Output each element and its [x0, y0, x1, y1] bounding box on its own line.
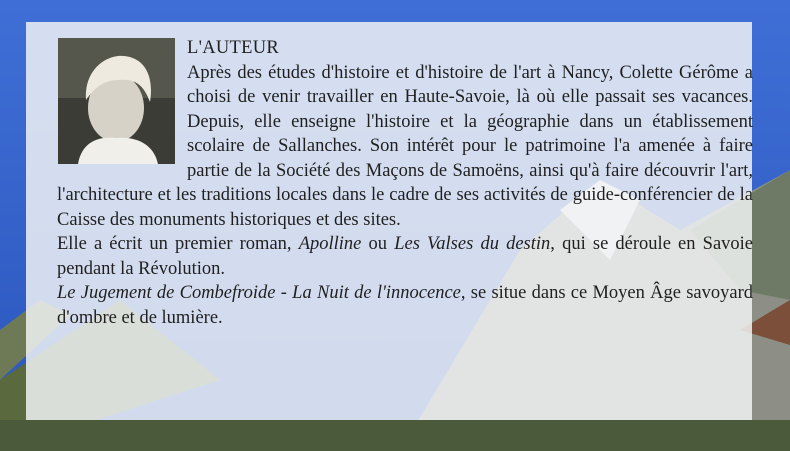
bio-paragraph-1: Après des études d'histoire et d'histoire de l'art à Nancy, Colette Gérôme a choisi de venir travailler en Haute-Savoie, là où elle passait ses vacances. Depuis, elle enseigne l'histoire et la géographie dans un établissement scolaire de Sallanches. Son intérêt pour le patrimoine l'a amenée à faire partie de la Société des Maçons de Samoëns, ainsi qu'à faire découvrir l'art, l'architecture et les traditions locales dans le cadre de ses activités de guide-conférencier de la Caisse des monuments historiques et des sites.	[57, 62, 753, 230]
p2-mid: ou	[361, 234, 395, 254]
p3-end: , se situe dans ce Moyen Âge savoyard d'ombre et de lumière.	[57, 283, 754, 328]
p2-end: , qui se déroule en Savoie pendant la Révolution.	[57, 234, 754, 279]
section-heading: L'AUTEUR	[187, 38, 280, 58]
photo-spacer	[57, 36, 187, 181]
novel-title-valses: Les Valses du destin	[394, 234, 551, 254]
bio-paragraph-2	[57, 232, 753, 281]
novel-title-apolline: Apolline	[298, 234, 362, 254]
author-bio-text	[57, 36, 753, 330]
novel-title-jugement: Le Jugement de Combefroide - La Nuit de l'innocence	[57, 283, 461, 303]
p2-start: Elle a écrit un premier roman,	[57, 234, 299, 254]
bio-paragraph-3	[57, 281, 753, 330]
